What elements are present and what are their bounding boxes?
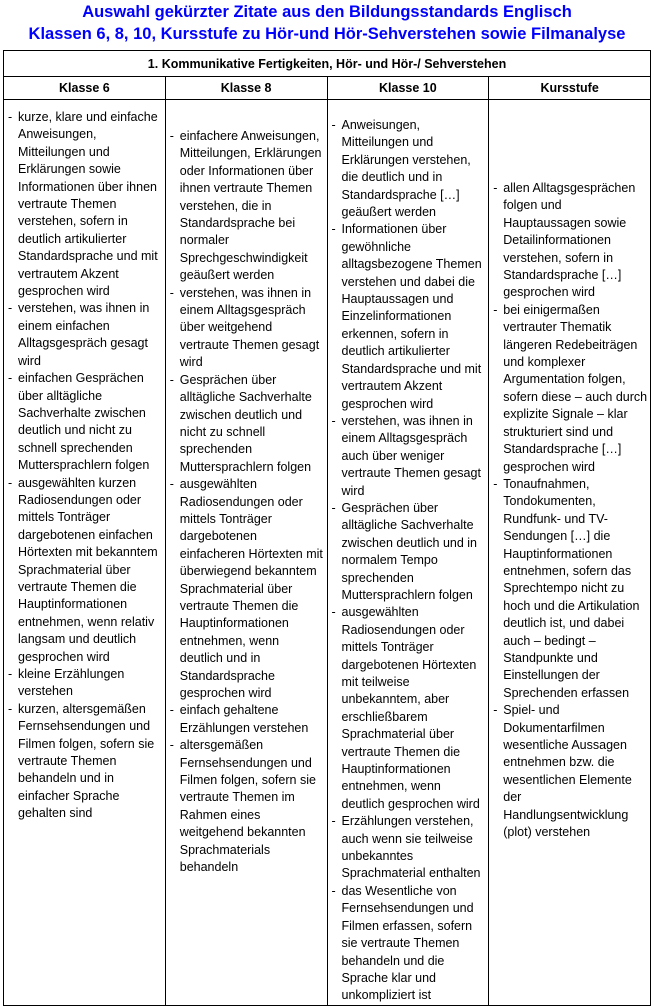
column-heading-klasse-6: Klasse 6 <box>4 77 166 100</box>
column-heading-klasse-10: Klasse 10 <box>327 77 489 100</box>
column-kursstufe <box>489 100 651 1006</box>
list-item: - ausgewählten Radiosendungen oder mittels Tonträger dargebotenen einfacheren Hörtexten mit überwiegend bekanntem Sprachmaterial über vertraute Themen die Hauptinformationen entnehmen, wenn deutlich und in Standardsprache gesprochen wird <box>170 476 325 702</box>
list-item: - verstehen, was ihnen in einem Alltagsgespräch über weitgehend vertraute Themen gesagt wird <box>170 285 325 372</box>
list-item: - Informationen über gewöhnliche alltagsbezogene Themen verstehen und dabei die Hauptaussagen und Einzelinformationen erkennen, sofern in deutlich artikulierter Standardsprache und mit vertrautem Akzent gesprochen wird <box>332 221 487 412</box>
document-title-line-1: Auswahl gekürzter Zitate aus den Bildungsstandards Englisch <box>82 3 572 21</box>
list-item: - ausgewählten Radiosendungen oder mittels Tonträger dargebotenen Hörtexten mit teilweise unbekanntem, aber erschließbarem Sprachmaterial über vertraute Themen die Hauptinformationen entnehmen, wenn deutlich gesprochen wird <box>332 604 487 813</box>
list-item: - allen Alltagsgesprächen folgen und Hauptaussagen sowie Detailinformationen verstehen, sofern in Standardsprache […] gesprochen wird <box>493 180 648 302</box>
list-item: - kurze, klare und einfache Anweisungen, Mitteilungen und Erklärungen sowie Informationen über ihnen vertraute Themen verstehen, sofern in deutlich artikulierter Standardsprache und mit vertrautem Akzent gesprochen wird <box>8 109 163 300</box>
list-item: - verstehen, was ihnen in einem Alltagsgespräch auch über weniger vertraute Themen gesagt wird <box>332 413 487 500</box>
column-heading-klasse-8: Klasse 8 <box>165 77 327 100</box>
column-klasse-8 <box>165 100 327 1006</box>
list-klasse-10 <box>328 100 489 1005</box>
list-item: - kleine Erzählungen verstehen <box>8 666 163 701</box>
list-item: - Tonaufnahmen, Tondokumenten, Rundfunk- und TV-Sendungen […] die Hauptinformationen entnehmen, sofern das Sprechtempo nicht zu hoch und die Artikulation deutlich ist, und dabei auch – bedingt – Standpunkte und Einstellungen der Sprechenden erfassen <box>493 476 648 702</box>
list-klasse-8 <box>166 100 327 876</box>
list-item: - bei einigermaßen vertrauter Thematik längeren Redebeiträgen und komplexer Argumentation folgen, sofern diese – auch durch explizite Signale – klar strukturiert sind und Standardsprache […] gesprochen wird <box>493 302 648 476</box>
column-heading-kursstufe: Kursstufe <box>489 77 651 100</box>
list-item: - altersgemäßen Fernsehsendungen und Filmen folgen, sofern sie vertraute Themen im Rahmen eines weitgehend bekannten Sprachmaterials behandeln <box>170 737 325 876</box>
list-item: - Gesprächen über alltägliche Sachverhalte zwischen deutlich und in normalem Tempo sprechenden Muttersprachlern folgen <box>332 500 487 604</box>
list-item: - kurzen, altersgemäßen Fernsehsendungen und Filmen folgen, sofern sie vertraute Themen behandeln und in einfacher Sprache gehalten sind <box>8 701 163 823</box>
list-item: - Spiel- und Dokumentarfilmen wesentliche Aussagen entnehmen bzw. die wesentlichen Elemente der Handlungsentwicklung (plot) verstehen <box>493 702 648 841</box>
list-item: - einfach gehaltene Erzählungen verstehen <box>170 702 325 737</box>
list-item: - verstehen, was ihnen in einem einfachen Alltagsgespräch gesagt wird <box>8 300 163 370</box>
list-item: - das Wesentliche von Fernsehsendungen und Filmen erfassen, sofern sie vertraute Themen behandeln und die Sprache klar und unkompliziert ist <box>332 883 487 1005</box>
list-item: - einfachen Gesprächen über alltägliche Sachverhalte zwischen deutlich und nicht zu schnell sprechenden Muttersprachlern folgen <box>8 370 163 474</box>
list-klasse-6 <box>4 100 165 823</box>
section-heading: 1. Kommunikative Fertigkeiten, Hör- und Hör-/ Sehverstehen <box>4 51 651 77</box>
list-item: - ausgewählten kurzen Radiosendungen oder mittels Tonträger dargebotenen einfachen Hörtexten mit bekanntem Sprachmaterial über vertraute Themen die Hauptinformationen entnehmen, wenn relativ langsam und deutlich gesprochen wird <box>8 475 163 666</box>
document-title-line-2: Klassen 6, 8, 10, Kursstufe zu Hör-und Hör-Sehverstehen sowie Filmanalyse <box>28 25 626 43</box>
standards-table <box>3 50 651 1006</box>
column-klasse-10 <box>327 100 489 1006</box>
list-item: - Gesprächen über alltägliche Sachverhalte zwischen deutlich und nicht zu schnell sprechenden Muttersprachlern folgen <box>170 372 325 476</box>
list-item: - Anweisungen, Mitteilungen und Erklärungen verstehen, die deutlich und in Standardsprache […] geäußert werden <box>332 117 487 221</box>
list-kursstufe <box>489 100 650 841</box>
column-klasse-6 <box>4 100 166 1006</box>
list-item: - Erzählungen verstehen, auch wenn sie teilweise unbekanntes Sprachmaterial enthalten <box>332 813 487 883</box>
list-item: - einfachere Anweisungen, Mitteilungen, Erklärungen oder Informationen über ihnen vertraute Themen verstehen, die in Standardsprache bei normaler Sprechgeschwindigkeit geäußert werden <box>170 128 325 285</box>
